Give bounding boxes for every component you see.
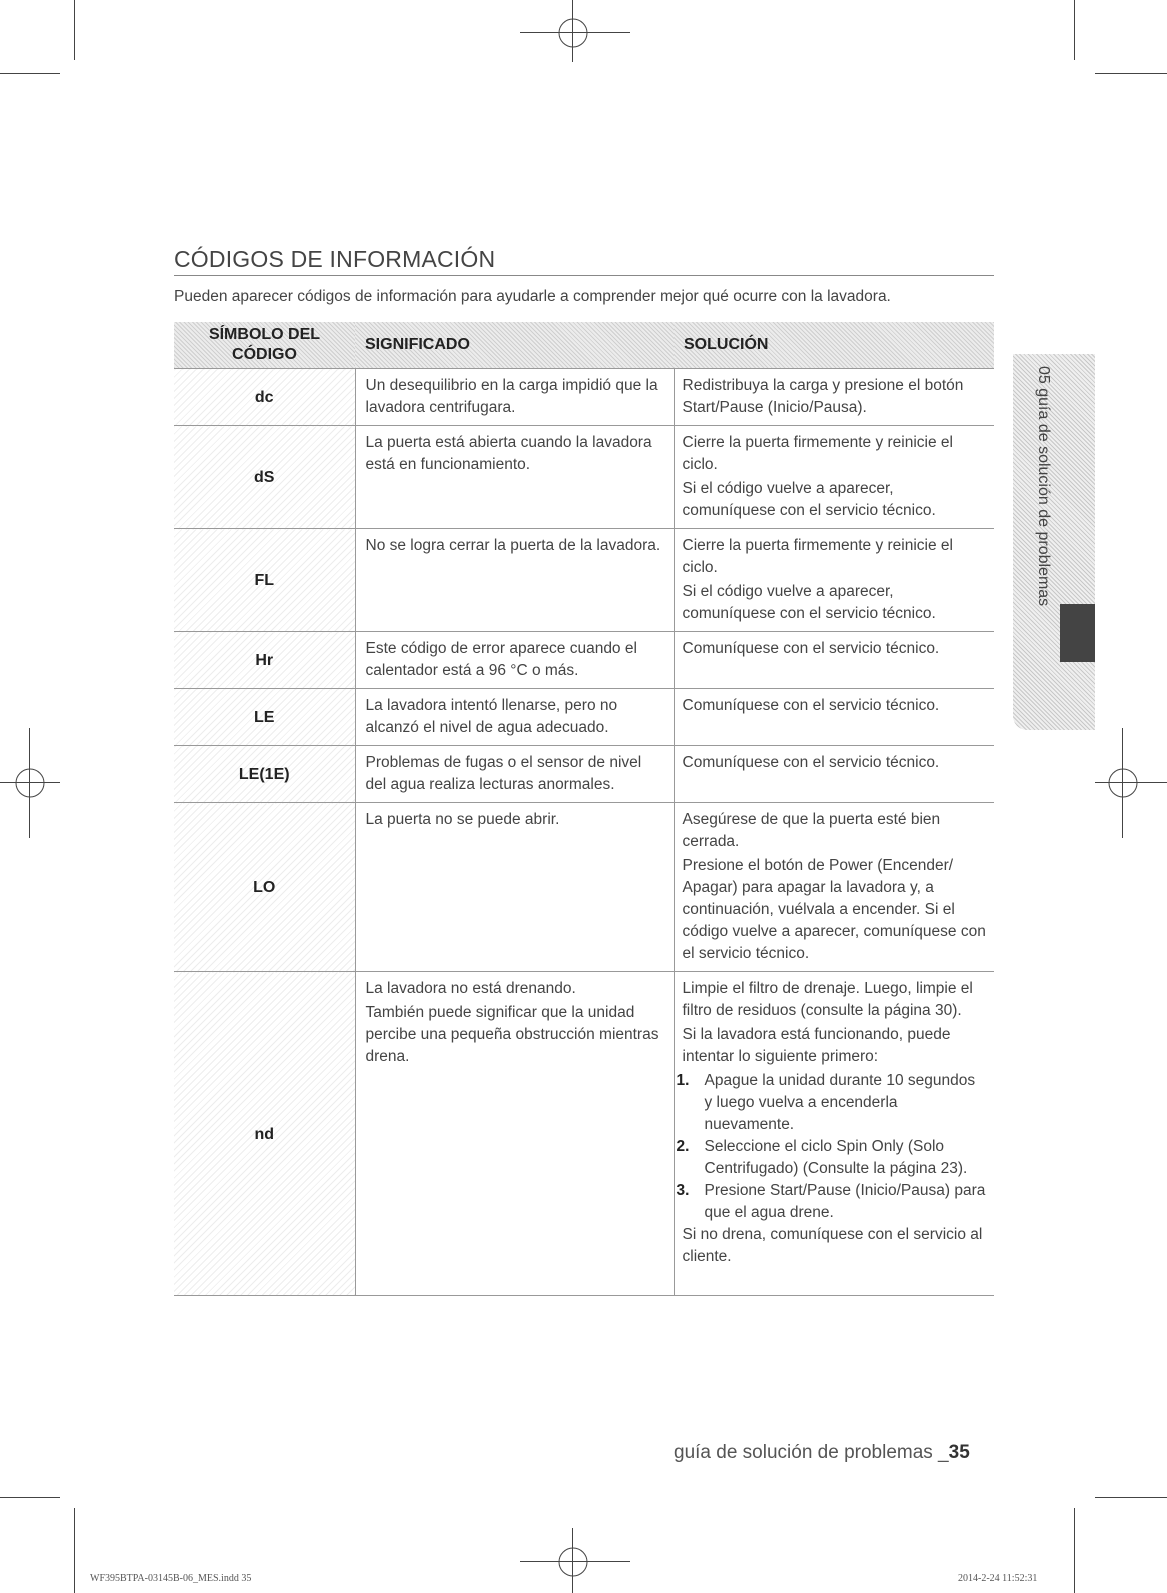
solution-cell <box>674 426 994 529</box>
code-cell: Hr <box>174 632 355 689</box>
registration-mark-icon <box>545 1534 601 1590</box>
solution-text: Si el código vuelve a aparecer, comuníquese con el servicio técnico. <box>682 480 936 519</box>
steps-list <box>676 1070 987 1224</box>
solution-text: Comuníquese con el servicio técnico. <box>682 640 940 657</box>
meaning-cell <box>355 803 674 972</box>
solution-text: Asegúrese de que la puerta esté bien cerrada. <box>682 811 941 850</box>
meaning-text: Problemas de fugas o el sensor de nivel del agua realiza lecturas anormales. <box>365 754 642 793</box>
solution-cell <box>674 746 994 803</box>
page-number: 35 <box>948 1442 970 1463</box>
solution-text: Comuníquese con el servicio técnico. <box>682 697 940 714</box>
table-row <box>174 369 994 426</box>
step-item <box>676 1070 987 1136</box>
intro-text: Pueden aparecer códigos de información para ayudarle a comprender mejor qué ocurre con la lavadora. <box>174 288 891 305</box>
table-row <box>174 803 994 972</box>
page-footer <box>674 1442 970 1464</box>
meaning-cell <box>355 689 674 746</box>
solution-cell <box>674 632 994 689</box>
solution-text: Redistribuya la carga y presione el botón Start/Pause (Inicio/Pausa). <box>682 377 964 416</box>
solution-text: Cierre la puerta firmemente y reinicie el ciclo. <box>682 537 953 576</box>
code-cell: LO <box>174 803 355 972</box>
table-row <box>174 689 994 746</box>
code-cell: FL <box>174 529 355 632</box>
solution-cell <box>674 689 994 746</box>
step-number: 3. <box>676 1182 690 1199</box>
step-text: Apague la unidad durante 10 segundos y luego vuelva a encenderla nuevamente. <box>704 1072 976 1133</box>
chapter-tab-label: 05 guía de solución de problemas <box>1035 366 1052 607</box>
meaning-cell <box>355 426 674 529</box>
solution-cell <box>674 972 994 1296</box>
meaning-text: Un desequilibrio en la carga impidió que la lavadora centrifugara. <box>365 377 658 416</box>
crop-mark <box>0 73 60 74</box>
crop-mark <box>0 1497 60 1498</box>
registration-mark-icon <box>545 5 601 61</box>
code-cell: LE(1E) <box>174 746 355 803</box>
solution-cell <box>674 529 994 632</box>
meaning-text: Este código de error aparece cuando el calentador está a 96 °C o más. <box>365 640 637 679</box>
chapter-tab <box>1013 354 1095 730</box>
code-cell: LE <box>174 689 355 746</box>
table-row <box>174 529 994 632</box>
meaning-cell <box>355 369 674 426</box>
table-row <box>174 426 994 529</box>
crop-mark <box>74 1508 75 1593</box>
step-text: Seleccione el ciclo Spin Only (Solo Centrifugado) (Consulte la página 23). <box>704 1138 968 1177</box>
step-item <box>676 1136 987 1180</box>
slug-filename: WF395BTPA-03145B-06_MES.indd 35 <box>90 1573 252 1584</box>
meaning-text: La lavadora intentó llenarse, pero no alcanzó el nivel de agua adecuado. <box>365 697 618 736</box>
info-codes-table <box>174 322 994 1296</box>
crop-mark <box>1095 73 1167 74</box>
solution-text: Si el código vuelve a aparecer, comuníquese con el servicio técnico. <box>682 583 936 622</box>
meaning-text: La puerta no se puede abrir. <box>365 811 560 828</box>
solution-text: Comuníquese con el servicio técnico. <box>682 754 940 771</box>
meaning-cell <box>355 746 674 803</box>
table-row <box>174 632 994 689</box>
solution-text: Limpie el filtro de drenaje. Luego, limpie el filtro de residuos (consulte la página 30). <box>682 980 973 1019</box>
crop-mark <box>1095 1497 1167 1498</box>
meaning-text: No se logra cerrar la puerta de la lavadora. <box>365 537 661 554</box>
code-cell: dS <box>174 426 355 529</box>
header-solution: SOLUCIÓN <box>674 322 994 369</box>
table-row <box>174 972 994 1296</box>
solution-cell <box>674 803 994 972</box>
header-meaning: SIGNIFICADO <box>355 322 674 369</box>
table-row <box>174 746 994 803</box>
meaning-cell <box>355 632 674 689</box>
solution-text: Si la lavadora está funcionando, puede intentar lo siguiente primero: <box>682 1026 951 1065</box>
meaning-text: También puede significar que la unidad percibe una pequeña obstrucción mientras drena. <box>365 1004 659 1065</box>
solution-text: Cierre la puerta firmemente y reinicie el ciclo. <box>682 434 953 473</box>
crop-mark <box>1074 1508 1075 1593</box>
solution-text: Presione el botón de Power (Encender/ Apagar) para apagar la lavadora y, a continuación, vuélvala a encender. Si el código vuelve a aparecer, comuníquese con el servicio técnico. <box>682 857 986 962</box>
meaning-text: La lavadora no está drenando. <box>365 980 576 997</box>
solution-cell <box>674 369 994 426</box>
registration-mark-icon <box>1095 755 1151 811</box>
chapter-tab-marker <box>1060 604 1095 662</box>
step-number: 2. <box>676 1138 690 1155</box>
slug-timestamp: 2014-2-24 11:52:31 <box>958 1573 1038 1584</box>
page-title: CÓDIGOS DE INFORMACIÓN <box>174 246 994 276</box>
meaning-text: La puerta está abierta cuando la lavadora está en funcionamiento. <box>365 434 652 473</box>
registration-mark-icon <box>2 755 58 811</box>
meaning-cell <box>355 529 674 632</box>
meaning-cell <box>355 972 674 1296</box>
crop-mark <box>74 0 75 60</box>
step-item <box>676 1180 987 1224</box>
footer-title: guía de solución de problemas _ <box>674 1442 949 1463</box>
table-header-row <box>174 322 994 369</box>
step-number: 1. <box>676 1072 690 1089</box>
solution-text: Si no drena, comuníquese con el servicio al cliente. <box>682 1226 983 1265</box>
header-symbol: SÍMBOLO DEL CÓDIGO <box>174 322 355 369</box>
code-cell: nd <box>174 972 355 1296</box>
crop-mark <box>1074 0 1075 60</box>
code-cell: dc <box>174 369 355 426</box>
step-text: Presione Start/Pause (Inicio/Pausa) para que el agua drene. <box>704 1182 986 1221</box>
